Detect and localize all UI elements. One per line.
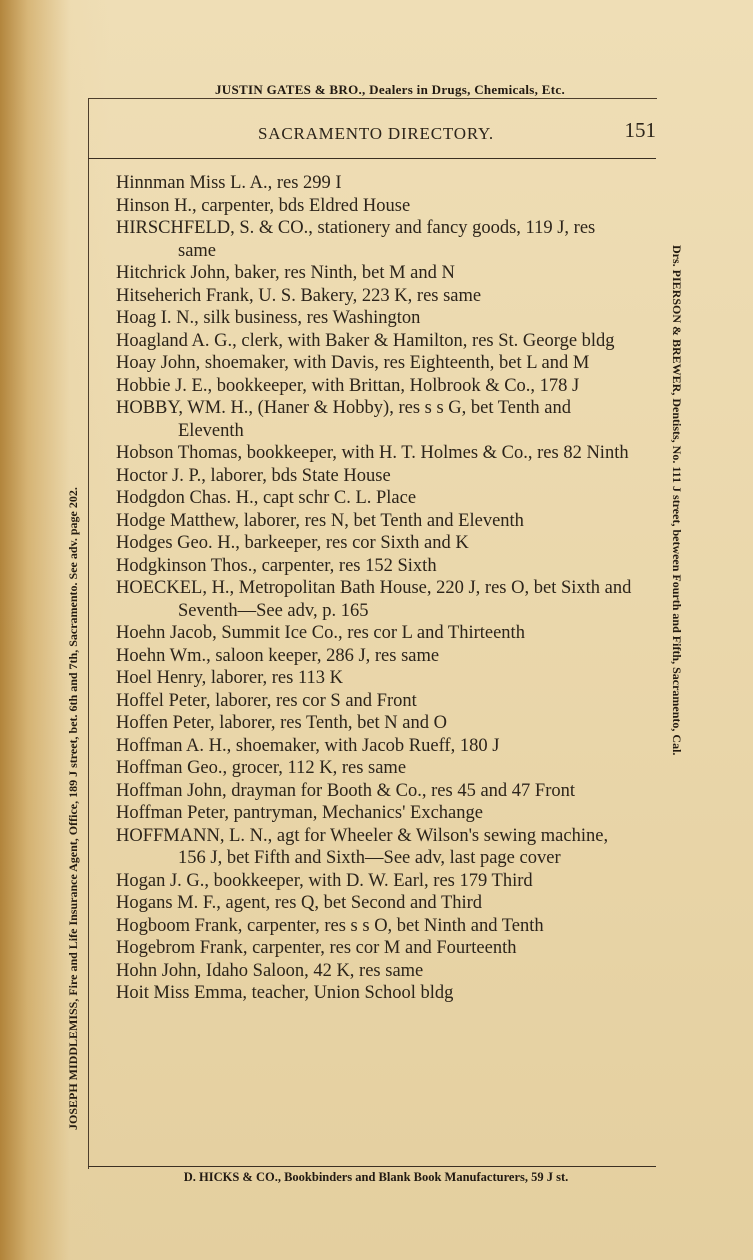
list-item: Hodge Matthew, laborer, res N, bet Tenth and Eleventh [116,510,524,531]
list-item: HIRSCHFELD, S. & CO., stationery and fancy goods, 119 J, res same [116,218,596,261]
left-margin-advertisement: JOSEPH MIDDLEMISS, Fire and Life Insurance Agent, Office, 189 J street, bet. 6th and 7th, Sacramento. See adv. page 202. [66,487,80,1130]
page-title: SACRAMENTO DIRECTORY. [258,124,494,143]
list-item: Hogebrom Frank, carpenter, res cor M and Fourteenth [116,938,517,958]
list-item: Hoehn Jacob, Summit Ice Co., res cor L and Thirteenth [116,623,525,643]
list-item: Hoffman Peter, pantryman, Mechanics' Exchange [116,803,483,823]
list-item: Hinson H., carpenter, bds Eldred House [116,195,411,216]
list-item: Hoel Henry, laborer, res 113 K [116,668,344,688]
list-item: HOFFMANN, L. N., agt for Wheeler & Wilson's sewing machine, 156 J, bet Fifth and Sixth—See adv, last page cover [116,825,609,868]
list-item: Hoay John, shoemaker, with Davis, res Eighteenth, bet L and M [116,353,590,373]
right-margin-advertisement: Drs. PIERSON & BREWER, Dentists, No. 111 J street, between Fourth and Fifth, Sacramento, Cal. [670,245,684,756]
list-item: Hodges Geo. H., barkeeper, res cor Sixth and K [116,533,469,553]
list-item: Hogan J. G., bookkeeper, with D. W. Earl, res 179 Third [116,870,533,891]
top-advertisement: JUSTIN GATES & BRO., Dealers in Drugs, Chemicals, Etc. [215,82,565,97]
list-item: Hoit Miss Emma, teacher, Union School bldg [116,983,454,1003]
list-item: Hogans M. F., agent, res Q, bet Second and Third [116,893,483,913]
list-item: Hoffel Peter, laborer, res cor S and Front [116,690,417,711]
list-item: Hogboom Frank, carpenter, res s s O, bet Ninth and Tenth [116,915,544,936]
list-item: Hobson Thomas, bookkeeper, with H. T. Holmes & Co., res 82 Ninth [116,443,629,463]
list-item: Hoffman A. H., shoemaker, with Jacob Rueff, 180 J [116,735,500,756]
list-item: HOBBY, WM. H., (Haner & Hobby), res s s G, bet Tenth and Eleventh [116,398,571,441]
list-item: Hoehn Wm., saloon keeper, 286 J, res same [116,645,440,666]
page-header [88,118,656,158]
page-number: 151 [624,118,656,142]
list-item: Hoagland A. G., clerk, with Baker & Hamilton, res St. George bldg [116,330,615,351]
list-item: Hoffen Peter, laborer, res Tenth, bet N and O [116,713,447,733]
list-item: Hoffman John, drayman for Booth & Co., res 45 and 47 Front [116,780,576,801]
list-item: HOECKEL, H., Metropolitan Bath House, 220 J, res O, bet Sixth and Seventh—See adv, p. 165 [116,578,632,621]
bottom-advertisement: D. HICKS & CO., Bookbinders and Blank Book Manufacturers, 59 J st. [183,1170,569,1184]
list-item: Hodgdon Chas. H., capt schr C. L. Place [116,488,417,508]
list-item: Hitseherich Frank, U. S. Bakery, 223 K, res same [116,285,482,306]
list-item: Hoag I. N., silk business, res Washington [116,308,421,328]
footer-rule [88,1166,656,1167]
list-item: Hobbie J. E., bookkeeper, with Brittan, Holbrook & Co., 178 J [116,375,580,396]
list-item: Hoffman Geo., grocer, 112 K, res same [116,758,407,778]
list-item: Hohn John, Idaho Saloon, 42 K, res same [116,960,424,981]
header-rule [88,158,656,159]
directory-entries [116,172,636,1005]
list-item: Hinnman Miss L. A., res 299 I [116,173,342,193]
list-item: Hitchrick John, baker, res Ninth, bet M and N [116,263,455,283]
list-item: Hoctor J. P., laborer, bds State House [116,465,391,486]
list-item: Hodgkinson Thos., carpenter, res 152 Sixth [116,555,437,576]
